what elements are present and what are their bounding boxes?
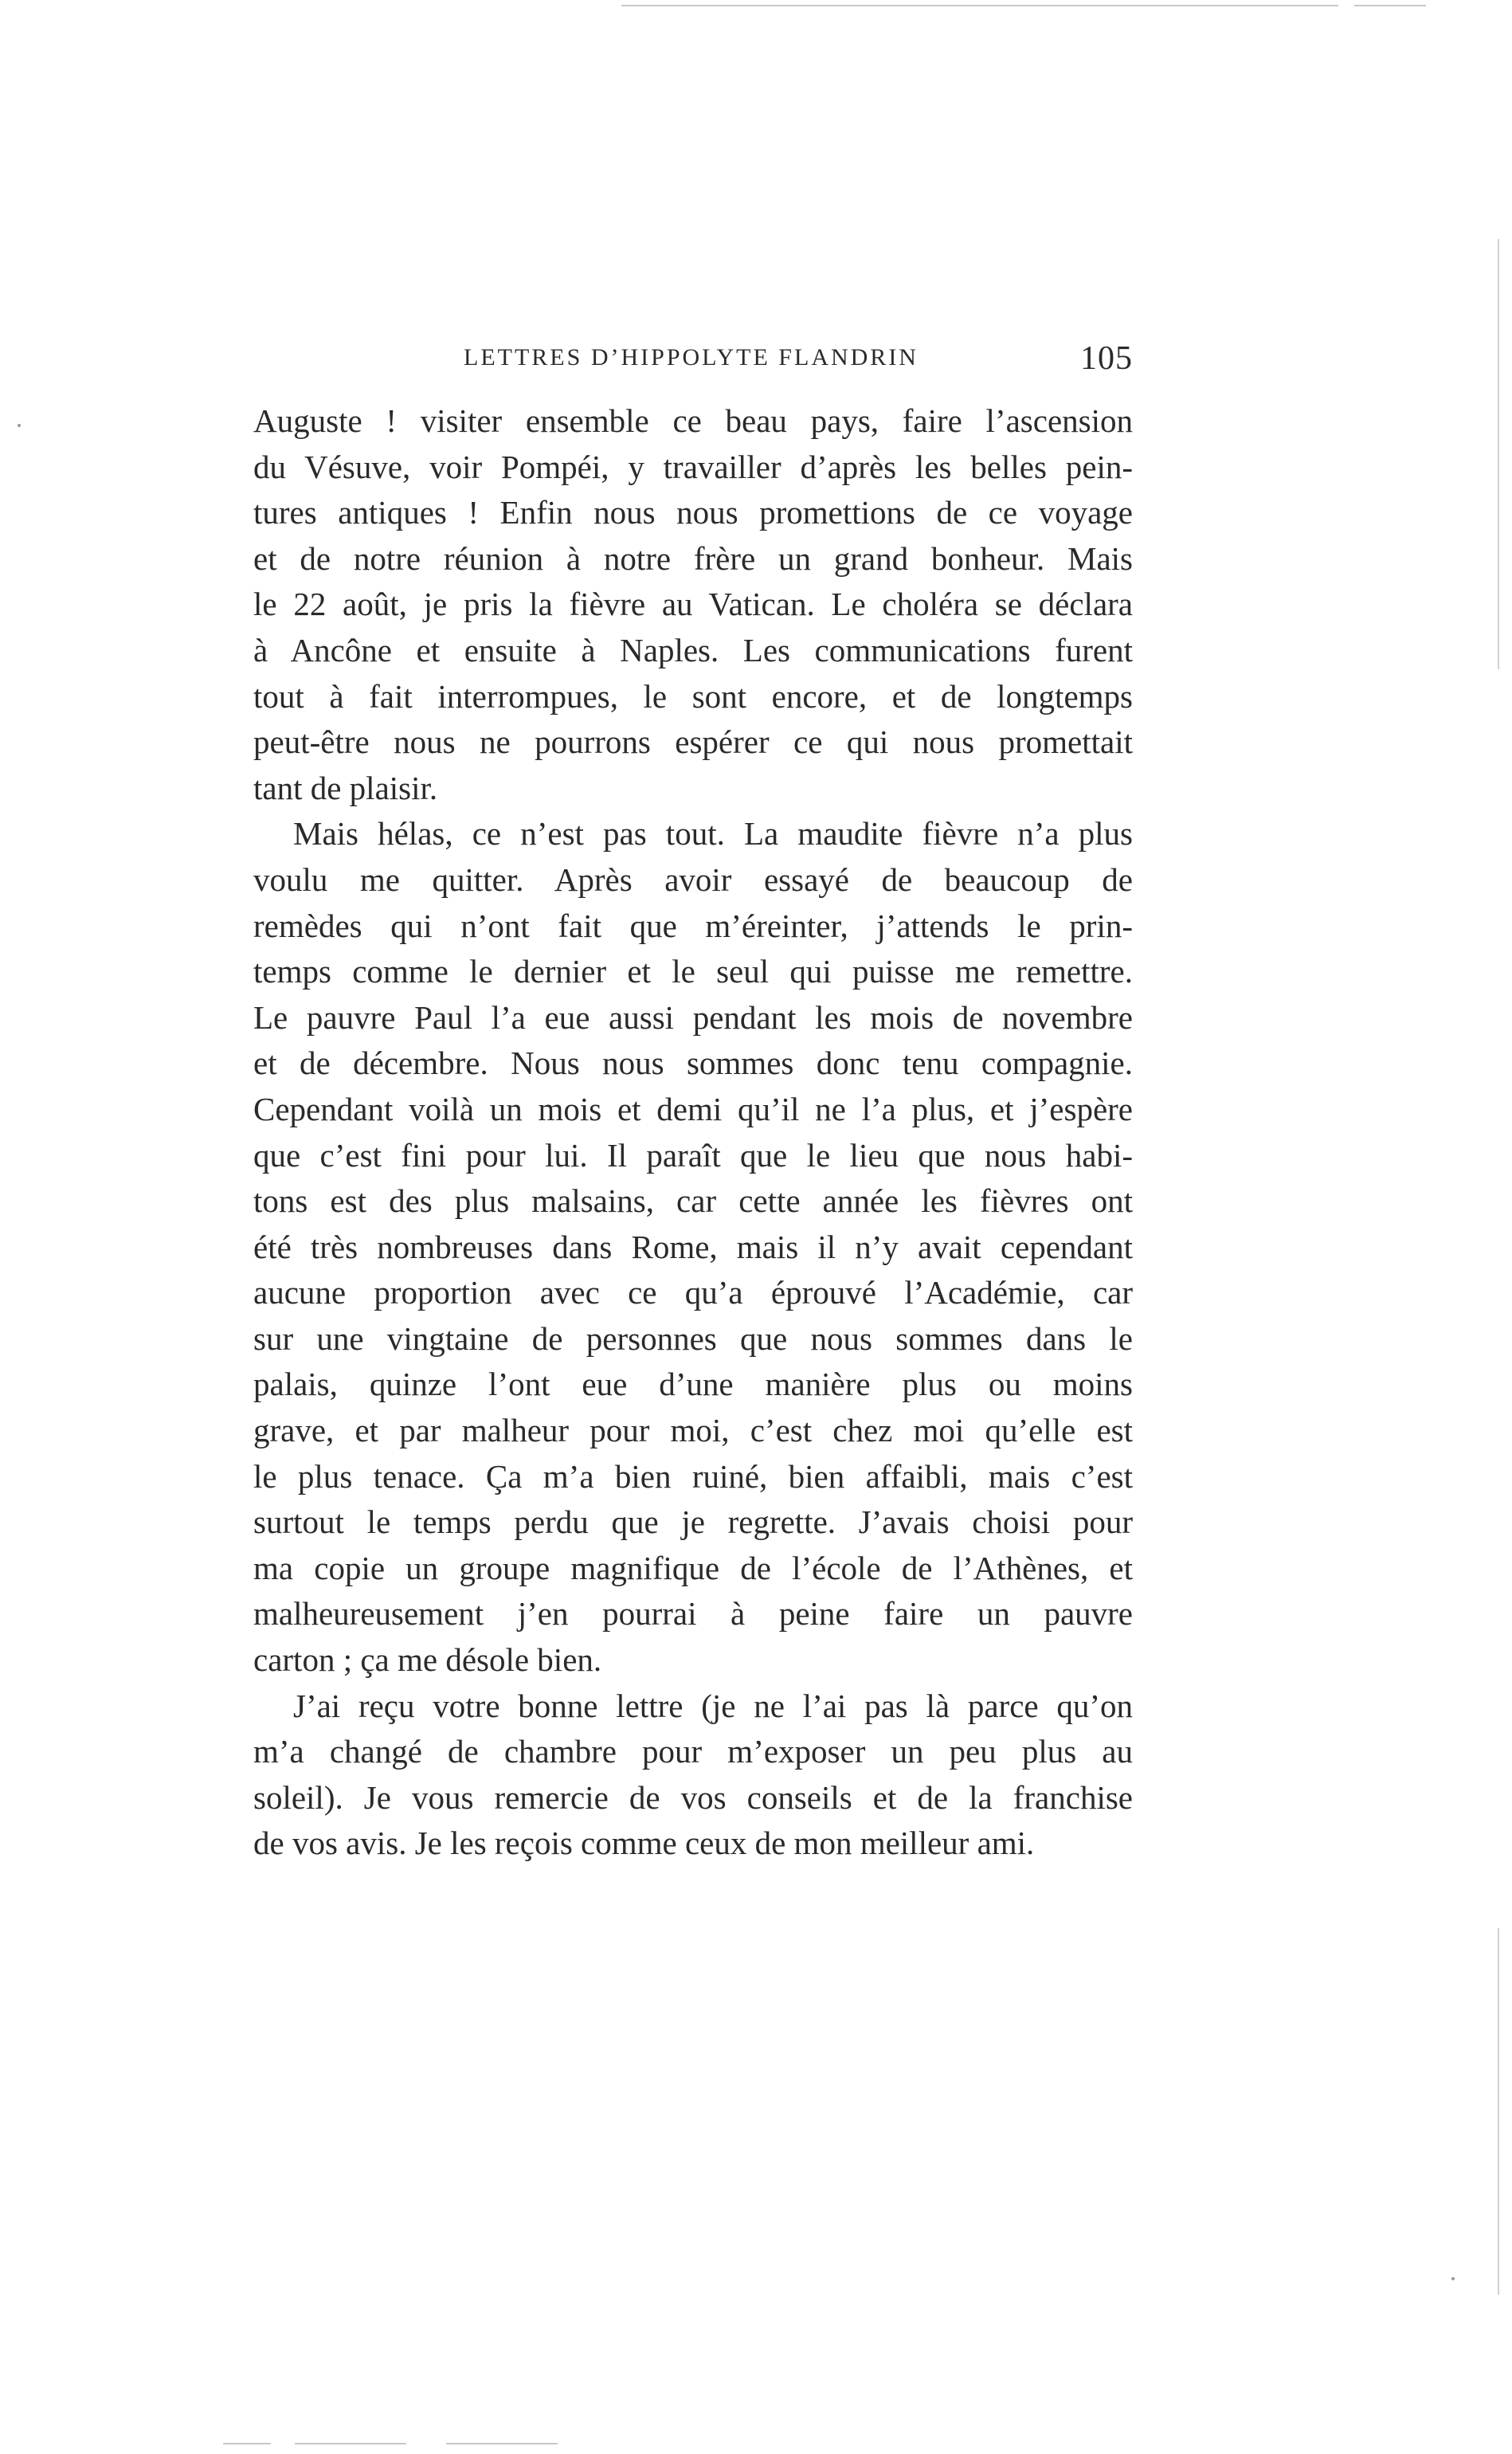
scan-edge-bottom <box>295 2443 406 2444</box>
text-line: le plus tenace. Ça m’a bien ruiné, bien affaibli, mais c’est <box>253 1457 1133 1495</box>
page-number: 105 <box>1080 340 1133 377</box>
text-line: Auguste ! visiter ensemble ce beau pays, faire l’ascension <box>253 402 1133 439</box>
scan-edge-right <box>1498 239 1499 669</box>
text-line: surtout le temps perdu que je regrette. J’avais choisi pour <box>253 1503 1133 1541</box>
paragraph <box>253 1684 1133 1867</box>
text-line: Le pauvre Paul l’a eue aussi pendant les mois de novembre <box>253 998 1133 1036</box>
scan-edge-bottom <box>446 2443 558 2444</box>
text-line: tures antiques ! Enfin nous nous promettions de ce voyage <box>253 494 1133 531</box>
text-line: tant de plaisir. <box>253 769 438 806</box>
text-line: tons est des plus malsains, car cette année les fièvres ont <box>253 1182 1133 1220</box>
text-line: m’a changé de chambre pour m’exposer un peu plus au <box>253 1733 1133 1770</box>
scan-edge-bottom <box>223 2443 271 2444</box>
text-line: Mais hélas, ce n’est pas tout. La maudite fièvre n’a plus <box>293 815 1133 853</box>
scan-edge-right <box>1498 1928 1499 2295</box>
scan-edge-top <box>621 5 1338 6</box>
scan-speck <box>1451 2277 1455 2280</box>
body-text <box>253 398 1133 1867</box>
text-line: et de décembre. Nous nous sommes donc tenu compagnie. <box>253 1045 1133 1082</box>
text-line: palais, quinze l’ont eue d’une manière plus ou moins <box>253 1366 1133 1403</box>
text-line: du Vésuve, voir Pompéi, y travailler d’après les belles pein- <box>253 448 1133 485</box>
text-line: été très nombreuses dans Rome, mais il n’y avait cependant <box>253 1228 1133 1265</box>
text-line: sur une vingtaine de personnes que nous sommes dans le <box>253 1319 1133 1357</box>
text-line: et de notre réunion à notre frère un grand bonheur. Mais <box>253 539 1133 577</box>
text-line: J’ai reçu votre bonne lettre (je ne l’ai pas là parce qu’on <box>293 1687 1133 1724</box>
text-line: Cependant voilà un mois et demi qu’il ne l’a plus, et j’espère <box>253 1090 1133 1127</box>
text-line: peut-être nous ne pourrons espérer ce qui nous promettait <box>253 723 1133 761</box>
text-line: à Ancône et ensuite à Naples. Les communications furent <box>253 631 1133 668</box>
scan-edge-top-right <box>1354 5 1426 6</box>
text-line: de vos avis. Je les reçois comme ceux de mon meilleur ami. <box>253 1825 1035 1862</box>
text-line: soleil). Je vous remercie de vos conseils et de la franchise <box>253 1778 1133 1816</box>
scan-speck <box>18 424 21 427</box>
running-head-title: LETTRES D’HIPPOLYTE FLANDRIN <box>464 344 919 370</box>
text-line: tout à fait interrompues, le sont encore, et de longtemps <box>253 677 1133 715</box>
text-line: que c’est fini pour lui. Il paraît que le lieu que nous habi- <box>253 1136 1133 1174</box>
text-line: temps comme le dernier et le seul qui puisse me remettre. <box>253 953 1133 990</box>
text-line: remèdes qui n’ont fait que m’éreinter, j’attends le prin- <box>253 907 1133 944</box>
text-line: voulu me quitter. Après avoir essayé de beaucoup de <box>253 860 1133 898</box>
running-head <box>253 340 1133 377</box>
text-line: grave, et par malheur pour moi, c’est chez moi qu’elle est <box>253 1412 1133 1449</box>
text-line: le 22 août, je pris la fièvre au Vatican. Le choléra se déclara <box>253 586 1133 623</box>
text-line: malheureusement j’en pourrai à peine faire un pauvre <box>253 1595 1133 1633</box>
text-line: carton ; ça me désole bien. <box>253 1641 602 1679</box>
paragraph <box>253 811 1133 1683</box>
paragraph <box>253 398 1133 811</box>
text-line: ma copie un groupe magnifique de l’école de l’Athènes, et <box>253 1549 1133 1586</box>
text-line: aucune proportion avec ce qu’a éprouvé l’Académie, car <box>253 1274 1133 1311</box>
